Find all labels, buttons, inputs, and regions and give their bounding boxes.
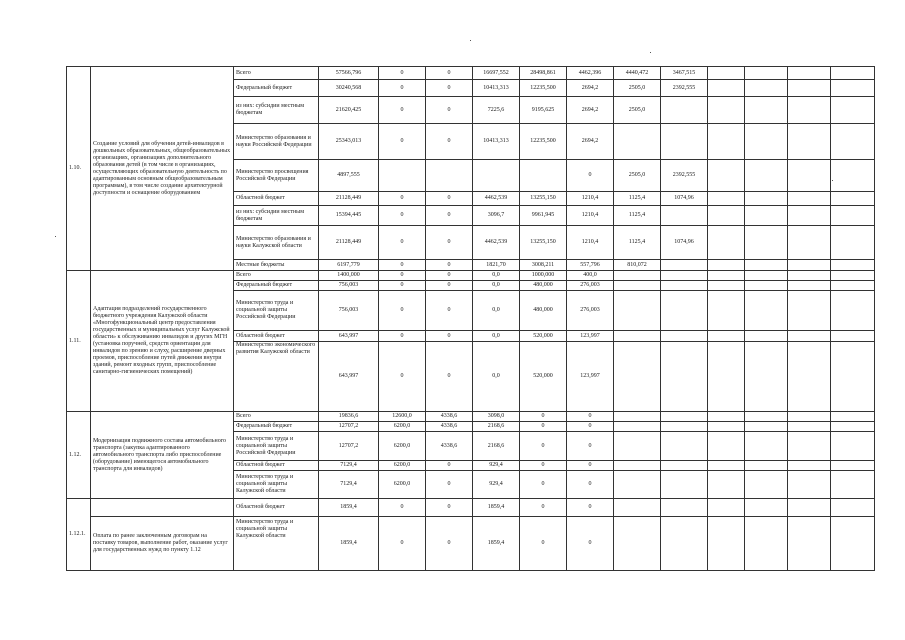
value-cell: 3096,7 (473, 206, 520, 226)
value-cell: 0 (520, 517, 567, 571)
value-cell: 0 (520, 432, 567, 461)
empty-cell (745, 471, 788, 499)
value-cell: 1859,4 (473, 517, 520, 571)
row-number: 1.10. (67, 67, 91, 271)
value-cell: 15394,445 (319, 206, 379, 226)
value-cell: 6200,0 (379, 461, 426, 471)
empty-cell (745, 124, 788, 160)
value-cell: 0 (426, 67, 473, 80)
measure-name (91, 499, 234, 517)
value-cell: 0 (426, 499, 473, 517)
empty-cell (788, 461, 831, 471)
measure-name: Адаптация подразделений государственного бюджетного учреждения Калужской области «Многофункциональный центр предоставления государственных и муниципальных услуг Калужской области» к обслуживанию инвалидов и других МГН (установка поручней, средств ориентации для инвалидов по зрению и слуху, расширение дверных проемов, приспособление путей движения внутри зданий, ремонт входных групп, приспособление санитарно-гигиенических помещений) (91, 271, 234, 412)
value-cell (661, 342, 708, 412)
value-cell: 2505,0 (614, 97, 661, 124)
value-cell: 0,0 (473, 281, 520, 291)
value-cell (614, 422, 661, 432)
empty-cell (708, 499, 745, 517)
value-cell: 30240,568 (319, 80, 379, 97)
funding-source: Областной бюджет (234, 499, 319, 517)
empty-cell (745, 331, 788, 342)
value-cell: 1859,4 (319, 517, 379, 571)
value-cell: 0 (567, 160, 614, 192)
value-cell: 0 (567, 471, 614, 499)
empty-cell (831, 461, 875, 471)
value-cell: 4462,539 (473, 192, 520, 206)
value-cell: 520,000 (520, 342, 567, 412)
funding-source: Всего (234, 412, 319, 422)
value-cell: 0 (520, 499, 567, 517)
value-cell: 3008,211 (520, 260, 567, 271)
funding-source: из них: субсидии местным бюджетам (234, 97, 319, 124)
value-cell (661, 206, 708, 226)
funding-source: Федеральный бюджет (234, 281, 319, 291)
value-cell: 0 (520, 412, 567, 422)
value-cell: 756,003 (319, 291, 379, 331)
value-cell: 0 (379, 206, 426, 226)
value-cell: 929,4 (473, 461, 520, 471)
row-number: 1.12.1. (67, 499, 91, 571)
value-cell: 21128,449 (319, 226, 379, 260)
funding-source: Министерство труда и социальной защиты Калужской области (234, 471, 319, 499)
empty-cell (708, 461, 745, 471)
value-cell (661, 97, 708, 124)
empty-cell (831, 271, 875, 281)
value-cell: 12235,500 (520, 80, 567, 97)
value-cell: 643,997 (319, 331, 379, 342)
value-cell: 0 (379, 97, 426, 124)
empty-cell (788, 206, 831, 226)
empty-cell (831, 331, 875, 342)
value-cell: 1859,4 (473, 499, 520, 517)
value-cell: 0 (426, 80, 473, 97)
value-cell: 0 (426, 291, 473, 331)
value-cell: 4338,6 (426, 422, 473, 432)
funding-source: Министерство образования и науки Калужской области (234, 226, 319, 260)
value-cell (661, 471, 708, 499)
funding-source: Министерство труда и социальной защиты Российской Федерации (234, 432, 319, 461)
value-cell (661, 124, 708, 160)
empty-cell (745, 192, 788, 206)
empty-cell (831, 97, 875, 124)
value-cell: 1210,4 (567, 206, 614, 226)
empty-cell (831, 260, 875, 271)
value-cell (614, 412, 661, 422)
empty-cell (745, 226, 788, 260)
empty-cell (831, 412, 875, 422)
empty-cell (788, 342, 831, 412)
value-cell: 25343,013 (319, 124, 379, 160)
value-cell: 0,0 (473, 271, 520, 281)
empty-cell (708, 331, 745, 342)
value-cell: 1125,4 (614, 206, 661, 226)
value-cell: 2505,0 (614, 80, 661, 97)
value-cell: 10413,313 (473, 80, 520, 97)
empty-cell (745, 80, 788, 97)
empty-cell (788, 281, 831, 291)
value-cell: 9195,625 (520, 97, 567, 124)
value-cell: 4897,555 (319, 160, 379, 192)
empty-cell (745, 271, 788, 281)
value-cell: 4338,6 (426, 412, 473, 422)
empty-cell (745, 412, 788, 422)
value-cell (661, 432, 708, 461)
empty-cell (788, 432, 831, 461)
empty-cell (708, 517, 745, 571)
value-cell: 2694,2 (567, 80, 614, 97)
value-cell: 6200,0 (379, 471, 426, 499)
empty-cell (831, 192, 875, 206)
scan-speck (470, 40, 471, 41)
table-row (67, 517, 875, 571)
value-cell: 12707,2 (319, 432, 379, 461)
empty-cell (831, 291, 875, 331)
value-cell: 0 (567, 432, 614, 461)
empty-cell (831, 206, 875, 226)
value-cell: 21620,425 (319, 97, 379, 124)
value-cell: 4440,472 (614, 67, 661, 80)
empty-cell (708, 281, 745, 291)
empty-cell (788, 412, 831, 422)
value-cell: 7129,4 (319, 471, 379, 499)
empty-cell (788, 160, 831, 192)
value-cell: 1210,4 (567, 226, 614, 260)
value-cell (661, 260, 708, 271)
value-cell: 6197,779 (319, 260, 379, 271)
empty-cell (745, 342, 788, 412)
value-cell: 6200,0 (379, 422, 426, 432)
empty-cell (708, 471, 745, 499)
value-cell: 2505,0 (614, 160, 661, 192)
value-cell: 0 (426, 342, 473, 412)
scan-speck (55, 236, 56, 237)
value-cell: 0 (426, 471, 473, 499)
value-cell: 1125,4 (614, 192, 661, 206)
empty-cell (745, 67, 788, 80)
value-cell: 1210,4 (567, 192, 614, 206)
value-cell: 19836,6 (319, 412, 379, 422)
funding-source: из них: субсидии местным бюджетам (234, 206, 319, 226)
value-cell: 4462,396 (567, 67, 614, 80)
value-cell (426, 160, 473, 192)
measure-name: Создание условий для обучения детей-инвалидов в дошкольных образовательных, общеобразовательных организациях, организациях дополнительного образования детей (в том числе в организациях, осуществляющих образовательную деятельность по адаптированным основным общеобразовательным программам), в том числе создание архитектурной доступности и оснащение оборудованием (91, 67, 234, 271)
table-row (67, 271, 875, 281)
empty-cell (788, 422, 831, 432)
empty-cell (708, 260, 745, 271)
measure-name: Модернизация подвижного состава автомобильного транспорта (закупка адаптированного автомобильного транспорта либо приспособление (оборудование) имеющегося автомобильного транспорта для инвалидов) (91, 412, 234, 499)
value-cell: 276,003 (567, 281, 614, 291)
value-cell (661, 422, 708, 432)
empty-cell (788, 499, 831, 517)
empty-cell (745, 432, 788, 461)
value-cell: 0 (379, 260, 426, 271)
empty-cell (708, 226, 745, 260)
empty-cell (708, 422, 745, 432)
value-cell (661, 461, 708, 471)
empty-cell (708, 271, 745, 281)
empty-cell (788, 517, 831, 571)
empty-cell (745, 260, 788, 271)
value-cell: 2694,2 (567, 97, 614, 124)
value-cell: 1859,4 (319, 499, 379, 517)
value-cell: 0 (567, 461, 614, 471)
value-cell (661, 331, 708, 342)
value-cell: 3467,515 (661, 67, 708, 80)
value-cell: 0 (426, 461, 473, 471)
value-cell: 0 (379, 124, 426, 160)
value-cell: 0 (426, 260, 473, 271)
value-cell: 400,0 (567, 271, 614, 281)
value-cell (379, 160, 426, 192)
empty-cell (788, 67, 831, 80)
empty-cell (831, 281, 875, 291)
empty-cell (831, 160, 875, 192)
value-cell (661, 517, 708, 571)
value-cell: 2392,555 (661, 160, 708, 192)
value-cell: 2168,6 (473, 432, 520, 461)
value-cell (614, 461, 661, 471)
funding-source: Всего (234, 271, 319, 281)
empty-cell (788, 226, 831, 260)
budget-table (66, 66, 875, 571)
empty-cell (708, 192, 745, 206)
value-cell: 1125,4 (614, 226, 661, 260)
value-cell: 57566,796 (319, 67, 379, 80)
value-cell: 0 (426, 192, 473, 206)
value-cell: 0 (379, 331, 426, 342)
scan-speck (650, 52, 651, 53)
value-cell: 0 (426, 281, 473, 291)
value-cell (614, 342, 661, 412)
value-cell: 4338,6 (426, 432, 473, 461)
value-cell (520, 160, 567, 192)
empty-cell (745, 160, 788, 192)
empty-cell (708, 291, 745, 331)
value-cell: 12235,500 (520, 124, 567, 160)
value-cell: 0 (567, 517, 614, 571)
funding-source: Областной бюджет (234, 192, 319, 206)
value-cell: 0 (520, 461, 567, 471)
value-cell: 0 (379, 226, 426, 260)
value-cell: 480,000 (520, 291, 567, 331)
empty-cell (788, 192, 831, 206)
funding-source: Областной бюджет (234, 461, 319, 471)
value-cell (614, 271, 661, 281)
value-cell: 0 (567, 412, 614, 422)
value-cell: 0 (379, 517, 426, 571)
empty-cell (788, 80, 831, 97)
value-cell: 0 (379, 342, 426, 412)
value-cell (614, 291, 661, 331)
funding-source: Местные бюджеты (234, 260, 319, 271)
empty-cell (831, 422, 875, 432)
value-cell: 0 (426, 226, 473, 260)
funding-source: Министерство образования и науки Российской Федерации (234, 124, 319, 160)
value-cell (661, 291, 708, 331)
value-cell (614, 471, 661, 499)
value-cell: 1074,96 (661, 192, 708, 206)
empty-cell (745, 517, 788, 571)
value-cell (661, 412, 708, 422)
funding-source: Федеральный бюджет (234, 422, 319, 432)
empty-cell (708, 206, 745, 226)
measure-name: Оплата по ранее заключенным договорам на поставку товаров, выполнение работ, оказание услуг для государственных нужд по пункту 1.12 (91, 517, 234, 571)
funding-source: Министерство просвещения Российской Федерации (234, 160, 319, 192)
row-number: 1.11. (67, 271, 91, 412)
value-cell: 2168,6 (473, 422, 520, 432)
value-cell: 0 (379, 271, 426, 281)
value-cell: 4462,539 (473, 226, 520, 260)
value-cell: 2694,2 (567, 124, 614, 160)
empty-cell (788, 271, 831, 281)
empty-cell (831, 226, 875, 260)
value-cell: 0 (426, 517, 473, 571)
row-number: 1.12. (67, 412, 91, 499)
value-cell: 929,4 (473, 471, 520, 499)
value-cell: 28498,861 (520, 67, 567, 80)
empty-cell (745, 281, 788, 291)
value-cell: 0 (426, 124, 473, 160)
empty-cell (708, 160, 745, 192)
value-cell: 9961,945 (520, 206, 567, 226)
empty-cell (788, 291, 831, 331)
value-cell: 0 (379, 67, 426, 80)
value-cell: 1074,96 (661, 226, 708, 260)
value-cell (614, 331, 661, 342)
value-cell: 21128,449 (319, 192, 379, 206)
value-cell: 13255,150 (520, 226, 567, 260)
funding-source: Всего (234, 67, 319, 80)
value-cell: 2392,555 (661, 80, 708, 97)
value-cell: 7225,6 (473, 97, 520, 124)
value-cell: 0 (567, 499, 614, 517)
empty-cell (831, 471, 875, 499)
value-cell: 0 (520, 471, 567, 499)
value-cell (614, 499, 661, 517)
value-cell (661, 271, 708, 281)
table-row (67, 412, 875, 422)
value-cell: 16697,552 (473, 67, 520, 80)
value-cell (614, 517, 661, 571)
value-cell: 0 (426, 206, 473, 226)
value-cell (614, 281, 661, 291)
value-cell (473, 160, 520, 192)
value-cell: 0 (379, 192, 426, 206)
empty-cell (745, 206, 788, 226)
empty-cell (788, 331, 831, 342)
value-cell: 0,0 (473, 331, 520, 342)
empty-cell (745, 461, 788, 471)
value-cell: 1821,70 (473, 260, 520, 271)
empty-cell (708, 97, 745, 124)
value-cell: 13255,150 (520, 192, 567, 206)
value-cell (614, 432, 661, 461)
value-cell: 480,000 (520, 281, 567, 291)
value-cell: 1400,000 (319, 271, 379, 281)
empty-cell (708, 432, 745, 461)
value-cell: 0 (520, 422, 567, 432)
empty-cell (788, 97, 831, 124)
empty-cell (708, 80, 745, 97)
value-cell: 7129,4 (319, 461, 379, 471)
empty-cell (831, 67, 875, 80)
value-cell: 12707,2 (319, 422, 379, 432)
empty-cell (831, 342, 875, 412)
funding-source: Министерство экономического развития Калужской области (234, 342, 319, 412)
empty-cell (708, 124, 745, 160)
empty-cell (831, 499, 875, 517)
empty-cell (788, 124, 831, 160)
value-cell: 0 (567, 422, 614, 432)
value-cell: 276,003 (567, 291, 614, 331)
value-cell: 756,003 (319, 281, 379, 291)
value-cell: 12600,0 (379, 412, 426, 422)
value-cell: 810,072 (614, 260, 661, 271)
value-cell: 0,0 (473, 291, 520, 331)
empty-cell (831, 124, 875, 160)
funding-source: Министерство труда и социальной защиты Калужской области (234, 517, 319, 571)
empty-cell (708, 67, 745, 80)
value-cell (661, 499, 708, 517)
value-cell: 6200,0 (379, 432, 426, 461)
empty-cell (708, 412, 745, 422)
value-cell: 643,997 (319, 342, 379, 412)
value-cell (661, 281, 708, 291)
value-cell: 0 (379, 281, 426, 291)
value-cell: 3098,0 (473, 412, 520, 422)
value-cell: 10413,313 (473, 124, 520, 160)
value-cell: 0 (426, 271, 473, 281)
table-row (67, 499, 875, 517)
value-cell: 0,0 (473, 342, 520, 412)
empty-cell (745, 291, 788, 331)
table-row (67, 67, 875, 80)
value-cell: 0 (426, 331, 473, 342)
funding-source: Федеральный бюджет (234, 80, 319, 97)
value-cell: 123,997 (567, 342, 614, 412)
funding-source: Министерство труда и социальной защиты Российской Федерации (234, 291, 319, 331)
empty-cell (788, 471, 831, 499)
value-cell (614, 124, 661, 160)
value-cell: 0 (379, 80, 426, 97)
empty-cell (745, 97, 788, 124)
value-cell: 123,997 (567, 331, 614, 342)
empty-cell (745, 499, 788, 517)
empty-cell (745, 422, 788, 432)
value-cell: 0 (426, 97, 473, 124)
empty-cell (831, 432, 875, 461)
value-cell: 1000,000 (520, 271, 567, 281)
value-cell: 557,796 (567, 260, 614, 271)
value-cell: 520,000 (520, 331, 567, 342)
empty-cell (831, 517, 875, 571)
value-cell: 0 (379, 499, 426, 517)
funding-source: Областной бюджет (234, 331, 319, 342)
empty-cell (708, 342, 745, 412)
empty-cell (788, 260, 831, 271)
value-cell: 0 (379, 291, 426, 331)
empty-cell (831, 80, 875, 97)
